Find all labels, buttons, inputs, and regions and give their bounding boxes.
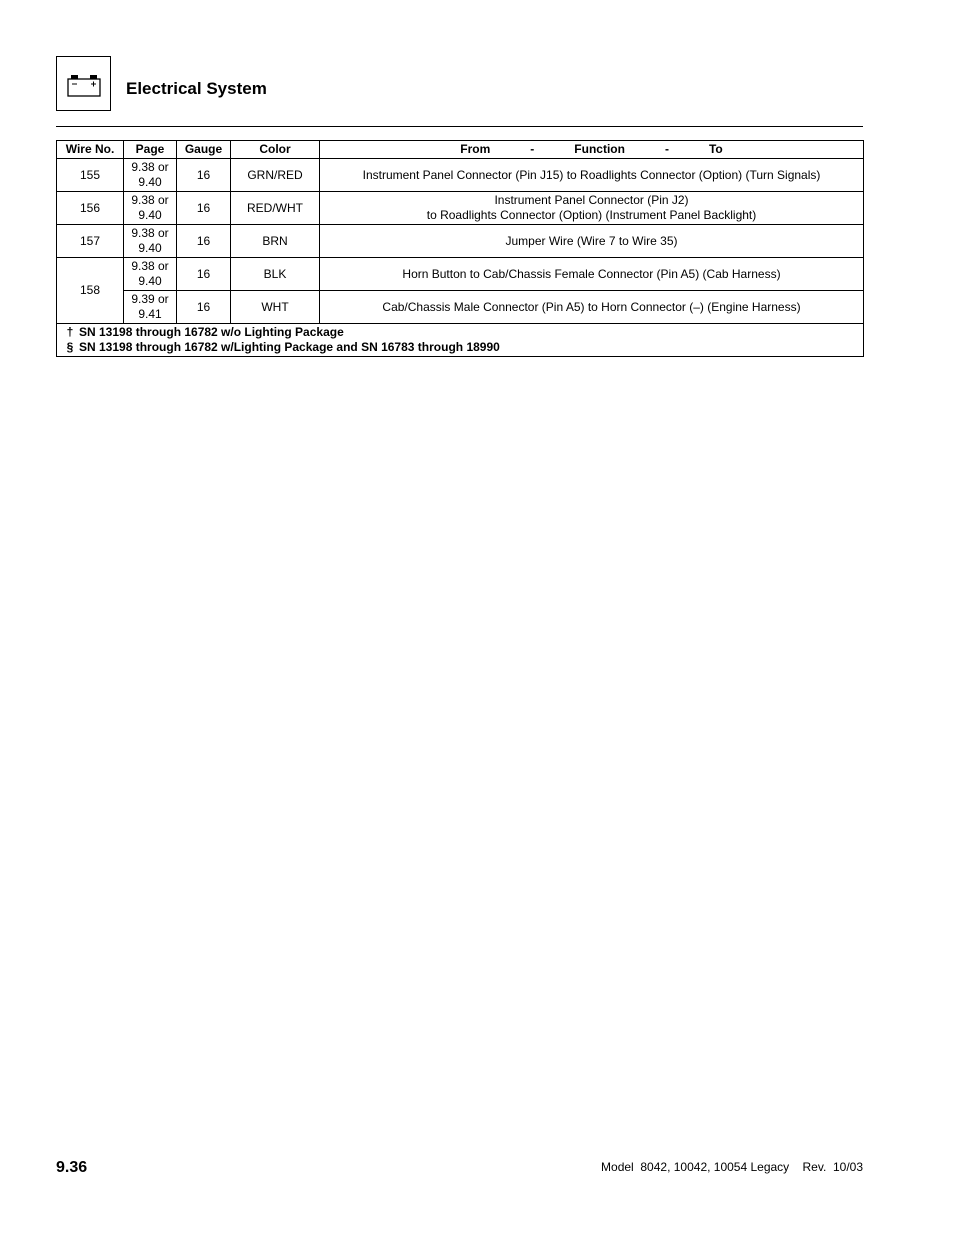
- wire-table: [56, 140, 864, 357]
- col-color: Color: [231, 141, 320, 159]
- cell-page: 9.38 or 9.40: [124, 192, 177, 225]
- cell-page: 9.38 or 9.40: [124, 159, 177, 192]
- table-row: [57, 225, 864, 258]
- col-to: To: [708, 142, 723, 156]
- note-symbol: §: [66, 340, 74, 354]
- cell-page: 9.38 or 9.40: [124, 225, 177, 258]
- section-icon-box: [56, 56, 111, 111]
- table-header-row: [57, 141, 864, 159]
- note-text: SN 13198 through 16782 w/o Lighting Package: [79, 325, 344, 339]
- cell-color: BLK: [231, 258, 320, 291]
- col-page: Page: [124, 141, 177, 159]
- cell-description: Instrument Panel Connector (Pin J2) to Roadlights Connector (Option) (Instrument Panel Backlight): [320, 192, 864, 225]
- battery-icon: [67, 75, 101, 97]
- cell-wire: 157: [57, 225, 124, 258]
- cell-description: Cab/Chassis Male Connector (Pin A5) to Horn Connector (–) (Engine Harness): [320, 291, 864, 324]
- col-sep-2: -: [664, 142, 669, 156]
- cell-gauge: 16: [177, 225, 231, 258]
- page-number: 9.36: [56, 1159, 88, 1176]
- cell-description: Instrument Panel Connector (Pin J15) to Roadlights Connector (Option) (Turn Signals): [320, 159, 864, 192]
- cell-gauge: 16: [177, 192, 231, 225]
- cell-color: RED/WHT: [231, 192, 320, 225]
- cell-description: Jumper Wire (Wire 7 to Wire 35): [320, 225, 864, 258]
- col-from: From: [460, 142, 491, 156]
- cell-gauge: 16: [177, 291, 231, 324]
- note-line: [61, 325, 859, 340]
- table-row: [57, 159, 864, 192]
- cell-gauge: 16: [177, 258, 231, 291]
- cell-gauge: 16: [177, 159, 231, 192]
- table-row: [57, 291, 864, 324]
- model-revision-info: Model 8042, 10042, 10054 Legacy Rev. 10/03: [601, 1160, 863, 1174]
- table-notes: [57, 324, 864, 357]
- col-from-function-to: [320, 141, 864, 159]
- cell-color: BRN: [231, 225, 320, 258]
- cell-description: Horn Button to Cab/Chassis Female Connector (Pin A5) (Cab Harness): [320, 258, 864, 291]
- section-title: Electrical System: [126, 79, 267, 98]
- col-function: Function: [574, 142, 625, 156]
- cell-wire: 155: [57, 159, 124, 192]
- table-row: [57, 258, 864, 291]
- cell-color: GRN/RED: [231, 159, 320, 192]
- cell-page: 9.39 or 9.41: [124, 291, 177, 324]
- table-notes-row: [57, 324, 864, 357]
- cell-page: 9.38 or 9.40: [124, 258, 177, 291]
- col-sep-1: -: [530, 142, 535, 156]
- note-symbol: †: [66, 325, 74, 339]
- col-wire-no: Wire No.: [57, 141, 124, 159]
- cell-color: WHT: [231, 291, 320, 324]
- note-line: [61, 340, 859, 355]
- note-text: SN 13198 through 16782 w/Lighting Package and SN 16783 through 18990: [79, 340, 500, 354]
- header-rule: [56, 126, 863, 127]
- table-row: [57, 192, 864, 225]
- col-gauge: Gauge: [177, 141, 231, 159]
- cell-wire: 158: [57, 258, 124, 324]
- cell-wire: 156: [57, 192, 124, 225]
